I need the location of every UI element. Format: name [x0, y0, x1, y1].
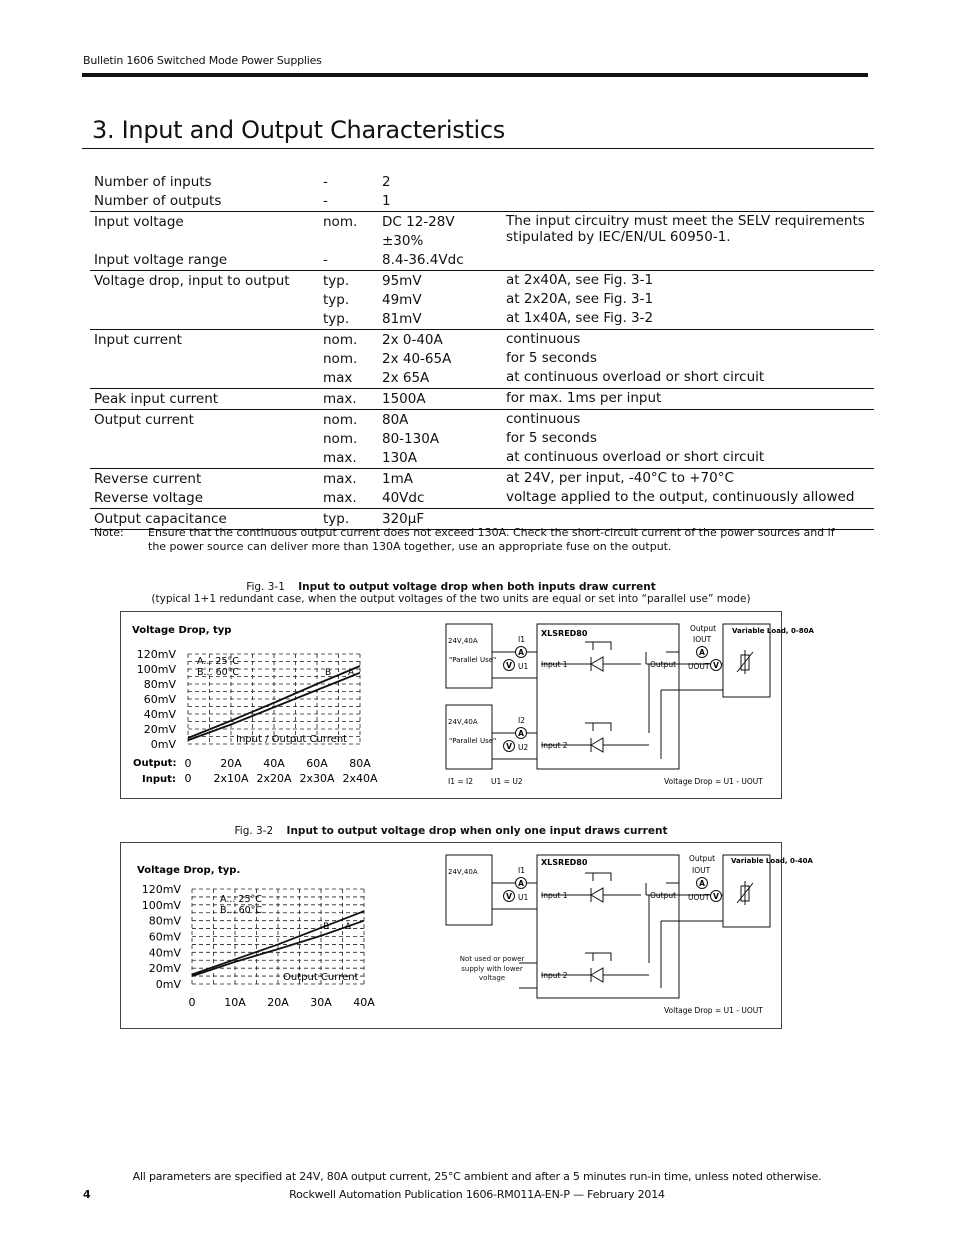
- fig2-svg: [121, 843, 813, 1028]
- section-title: 3. Input and Output Characteristics: [92, 116, 506, 144]
- y-tick-label: 60mV: [148, 930, 181, 944]
- input-tick-label: 0: [184, 772, 192, 785]
- spec-note: at 1x40A, see Fig. 3-2: [506, 310, 654, 326]
- spec-note: for 5 seconds: [506, 430, 597, 446]
- spec-row: [90, 449, 874, 469]
- fig2-chart-title: Voltage Drop, typ.: [137, 865, 241, 876]
- fig2-source-box: [446, 855, 492, 925]
- spec-param: [90, 449, 319, 469]
- spec-note: for 5 seconds: [506, 350, 597, 366]
- spec-note: [502, 173, 874, 192]
- spec-cond: max.: [323, 450, 357, 466]
- spec-row: [90, 251, 874, 271]
- running-header: Bulletin 1606 Switched Mode Power Supplies: [83, 54, 322, 67]
- spec-row: [90, 330, 874, 351]
- spec-param: Input voltage range: [94, 252, 228, 268]
- fig2-legend-a: A... 25°C: [220, 894, 262, 905]
- fig1-curve-b-label: B: [325, 668, 332, 678]
- y-tick-label: 20mV: [143, 723, 176, 736]
- fig1-legend-b: B... 60°C: [197, 667, 240, 678]
- spec-cond: typ.: [319, 271, 378, 292]
- spec-param: Voltage drop, input to output: [90, 271, 319, 292]
- fig2-unused-note-wrap: [457, 955, 527, 1001]
- x-tick-label: 0: [188, 996, 196, 1009]
- spec-note: at continuous overload or short circuit: [506, 369, 765, 385]
- fig1-curve-a-label: A: [348, 668, 355, 678]
- y-tick-label: 80mV: [143, 678, 176, 691]
- y-tick-label: 0mV: [155, 978, 181, 991]
- module2-input1: Input 1: [541, 891, 568, 900]
- x-tick-label: 10A: [224, 996, 246, 1009]
- spec-value: DC 12-28V ±30%: [378, 212, 502, 252]
- spec-value: 1mA: [378, 469, 502, 490]
- spec-param: [90, 430, 319, 449]
- spec-param: Peak input current: [90, 389, 319, 410]
- load2-label: Variable Load, 0-40A: [731, 857, 813, 865]
- ammeter-symbol: A: [518, 879, 524, 888]
- fig2-uout: UOUT: [688, 893, 710, 902]
- spec-cond: nom.: [319, 212, 378, 252]
- fig1-output-top-label: Output: [690, 624, 717, 633]
- source1-label: 24V,40A: [448, 637, 478, 645]
- input-tick-label: 2x30A: [299, 772, 335, 785]
- module1-output: Output: [650, 660, 677, 669]
- module1-input1: Input 1: [541, 660, 568, 669]
- fig1-u1: U1: [518, 662, 529, 671]
- fig1-box: [120, 611, 814, 799]
- spec-note: voltage applied to the output, continuously allowed: [506, 489, 855, 505]
- title-rule: [82, 148, 874, 149]
- spec-param: Output current: [90, 410, 319, 431]
- spec-note: [502, 192, 874, 212]
- spec-value: 81mV: [382, 311, 422, 327]
- spec-note: continuous: [502, 330, 874, 351]
- fig2-source-label: 24V,40A: [448, 868, 478, 876]
- y-tick-label: 0mV: [150, 738, 176, 751]
- spec-param: [90, 291, 319, 310]
- header-rule: [82, 73, 868, 77]
- module2-output: Output: [650, 891, 677, 900]
- spec-value: 40Vdc: [382, 490, 425, 506]
- spec-cond: max: [323, 370, 353, 386]
- voltmeter-symbol: V: [506, 742, 512, 751]
- fig1-uout: UOUT: [688, 662, 710, 671]
- module2-label: XLSRED80: [541, 858, 588, 867]
- fig1-number: Fig. 3-1: [246, 581, 285, 593]
- fig1-title: Input to output voltage drop when both inputs draw current: [298, 581, 656, 593]
- fig2-voltage-drop-formula: Voltage Drop = U1 - UOUT: [664, 1006, 763, 1015]
- spec-cond: nom.: [323, 431, 358, 447]
- fig1-subtitle: (typical 1+1 redundant case, when the output voltages of the two units are equal or set into “parallel use” mode): [151, 593, 751, 605]
- fig2-x-caption: Output Current: [283, 972, 359, 983]
- spec-cond: nom.: [319, 330, 378, 351]
- spec-row: [90, 192, 874, 212]
- spec-row: [90, 410, 874, 431]
- footer-publication: Rockwell Automation Publication 1606-RM011A-EN-P — February 2014: [289, 1188, 665, 1201]
- fig2-u1: U1: [518, 893, 529, 902]
- fig1-iout: IOUT: [693, 635, 712, 644]
- spec-note: at 2x40A, see Fig. 3-1: [502, 271, 874, 292]
- source2-note: "Parallel Use": [449, 737, 497, 745]
- y-tick-label: 40mV: [143, 708, 176, 721]
- module1-input2: Input 2: [541, 741, 568, 750]
- y-tick-label: 120mV: [141, 883, 181, 896]
- note-text: Ensure that the continuous output current does not exceed 130A. Check the short-circuit current of the power sources and if the power source can deliver more than 130A together, use an appropriate fuse on the output.: [148, 526, 835, 553]
- input-tick-label: 2x10A: [213, 772, 249, 785]
- fig2-unused-note: Not used or power supply with lower voltage: [459, 955, 525, 982]
- x-tick-label: 20A: [220, 757, 242, 770]
- fig1-voltage-drop-formula: Voltage Drop = U1 - UOUT: [664, 777, 763, 786]
- ammeter-symbol: A: [699, 879, 705, 888]
- source2-label: 24V,40A: [448, 718, 478, 726]
- spec-note: at continuous overload or short circuit: [506, 449, 765, 465]
- spec-param: Number of outputs: [94, 193, 222, 209]
- spec-cond: typ.: [323, 311, 350, 327]
- x-tick-label: 20A: [267, 996, 289, 1009]
- spec-value: 2x 0-40A: [378, 330, 502, 351]
- module1-label: XLSRED80: [541, 629, 588, 638]
- input-tick-label: 2x20A: [256, 772, 292, 785]
- ammeter-symbol: A: [518, 729, 524, 738]
- y-tick-label: 20mV: [148, 962, 181, 976]
- spec-row: [90, 469, 874, 490]
- fig2-caption: [120, 825, 782, 837]
- y-tick-label: 100mV: [141, 898, 181, 912]
- fig1-eq-currents: I1 = I2: [448, 777, 474, 786]
- y-tick-label: 80mV: [148, 914, 181, 928]
- y-tick-label: 100mV: [136, 663, 176, 676]
- x-tick-label: 30A: [310, 996, 332, 1009]
- spec-param: Input current: [90, 330, 319, 351]
- spec-note: [502, 251, 874, 271]
- spec-value: 320µF: [378, 509, 502, 530]
- source1-note: "Parallel Use": [449, 656, 497, 664]
- fig1-u2: U2: [518, 743, 529, 752]
- fig2-box: [120, 842, 813, 1029]
- spec-value: 80-130A: [382, 431, 440, 447]
- fig1-caption: [120, 581, 782, 605]
- spec-row: [90, 291, 874, 310]
- module2-input2: Input 2: [541, 971, 568, 980]
- spec-cond: typ.: [319, 509, 378, 530]
- spec-row: [90, 489, 874, 509]
- spec-cond: max.: [319, 389, 378, 410]
- ammeter-symbol: A: [699, 648, 705, 657]
- spec-row: [90, 310, 874, 330]
- x-tick-label: 80A: [349, 757, 371, 770]
- voltmeter-symbol: V: [506, 892, 512, 901]
- fig1-eq-voltages: U1 = U2: [491, 777, 523, 786]
- voltmeter-symbol: V: [506, 661, 512, 670]
- spec-param: Input voltage: [90, 212, 319, 252]
- spec-note: for max. 1ms per input: [502, 389, 874, 410]
- fig1-legend-a: A... 25°C: [197, 656, 239, 667]
- spec-value: 2x 65A: [382, 370, 430, 386]
- spec-value: 1500A: [378, 389, 502, 410]
- fig1-input-row-label: Input:: [142, 774, 176, 785]
- page-number: 4: [83, 1188, 91, 1201]
- spec-note: continuous: [502, 410, 874, 431]
- spec-row: [90, 350, 874, 369]
- spec-row: [90, 271, 874, 292]
- spec-value: 1: [382, 193, 391, 209]
- fig2-output-top-label: Output: [689, 854, 716, 863]
- spec-param: Number of inputs: [94, 174, 212, 190]
- spec-note: at 24V, per input, -40°C to +70°C: [502, 469, 874, 490]
- fig1-i1: I1: [518, 635, 525, 644]
- spec-note: at 2x20A, see Fig. 3-1: [506, 291, 654, 307]
- spec-cond: nom.: [319, 410, 378, 431]
- fig2-title: Input to output voltage drop when only one input draws current: [286, 825, 668, 837]
- fig1-i2: I2: [518, 716, 525, 725]
- spec-cond: nom.: [323, 351, 358, 367]
- spec-value: 95mV: [378, 271, 502, 292]
- fig2-iout: IOUT: [692, 866, 711, 875]
- spec-param: Output capacitance: [90, 509, 319, 530]
- spec-cond: typ.: [323, 292, 350, 308]
- fig2-number: Fig. 3-2: [234, 825, 274, 837]
- fig2-legend-b: B... 60°C: [220, 905, 263, 916]
- spec-table: [90, 173, 874, 530]
- voltmeter-symbol: V: [713, 892, 719, 901]
- fig2-curve-a-label: A: [345, 922, 352, 932]
- fig2-curve-b-label: B: [323, 922, 330, 932]
- spec-note: The input circuitry must meet the SELV requirements stipulated by IEC/EN/UL 60950-1.: [502, 212, 874, 252]
- fig1-svg: [121, 612, 814, 798]
- spec-row: [90, 430, 874, 449]
- fig1-output-row-label: Output:: [133, 758, 177, 769]
- y-tick-label: 40mV: [148, 946, 181, 960]
- x-tick-label: 0: [184, 757, 192, 770]
- x-tick-label: 40A: [353, 996, 375, 1009]
- spec-param: [90, 350, 319, 369]
- spec-value: 8.4-36.4Vdc: [382, 252, 464, 268]
- spec-row: [90, 212, 874, 252]
- y-tick-label: 120mV: [136, 648, 176, 661]
- footer-note: All parameters are specified at 24V, 80A output current, 25°C ambient and after a 5 minutes run-in time, unless noted otherwise.: [132, 1170, 822, 1183]
- fig1-chart-title: Voltage Drop, typ: [132, 625, 232, 636]
- spec-row: [90, 173, 874, 192]
- spec-cond: -: [323, 252, 328, 268]
- y-tick-label: 60mV: [143, 693, 176, 706]
- note-label: Note:: [94, 526, 124, 539]
- spec-cond: -: [323, 193, 328, 209]
- spec-param: Reverse voltage: [94, 490, 203, 506]
- fig1-x-caption: Input / Output Current: [236, 734, 348, 745]
- spec-cond: max.: [323, 490, 357, 506]
- spec-value: 80A: [378, 410, 502, 431]
- spec-value: 2: [382, 174, 391, 190]
- spec-param: Reverse current: [90, 469, 319, 490]
- spec-row: [90, 389, 874, 410]
- ammeter-symbol: A: [518, 648, 524, 657]
- voltmeter-symbol: V: [713, 661, 719, 670]
- x-tick-label: 40A: [263, 757, 285, 770]
- spec-cond: max.: [319, 469, 378, 490]
- x-tick-label: 60A: [306, 757, 328, 770]
- spec-cond: -: [323, 174, 328, 190]
- spec-value: 130A: [382, 450, 418, 466]
- spec-value: 2x 40-65A: [382, 351, 452, 367]
- spec-value: 49mV: [382, 292, 422, 308]
- spec-row: [90, 369, 874, 389]
- fig2-i1: I1: [518, 866, 525, 875]
- spec-param: [90, 369, 319, 389]
- spec-param: [90, 310, 319, 330]
- load1-label: Variable Load, 0-80A: [732, 627, 814, 635]
- input-tick-label: 2x40A: [342, 772, 378, 785]
